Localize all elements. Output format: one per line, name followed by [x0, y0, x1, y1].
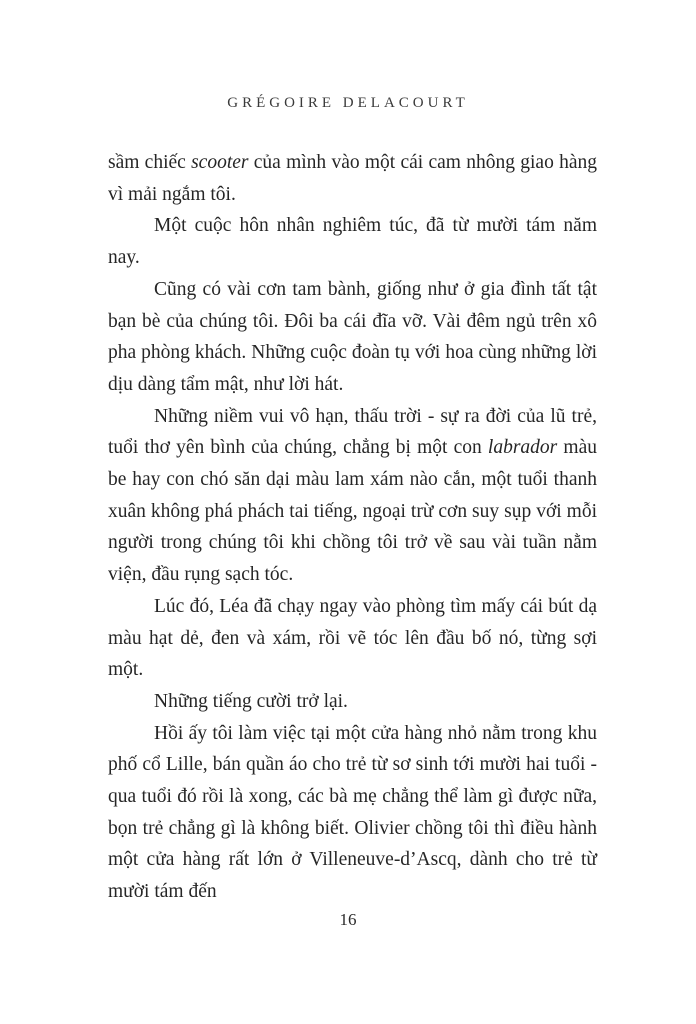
paragraph-2: Một cuộc hôn nhân nghiêm túc, đã từ mười tám năm nay. [108, 215, 597, 269]
paragraph-1-italic: scooter [191, 152, 249, 173]
paragraph-4-end: màu be hay con chó săn dại màu lam xám nào cắn, một tuổi thanh xuân không phá phách tai tiếng, ngoại trừ cơn suy sụp với mỗi người trong chúng tôi khi chồng tôi trở về sau vài tuần nằm viện, đầu rụng sạch tóc. [108, 437, 598, 586]
paragraph-5: Lúc đó, Léa đã chạy ngay vào phòng tìm mấy cái bút dạ màu hạt dẻ, đen và xám, rồi vẽ tóc lên đầu bố nó, từng sợi một. [108, 595, 597, 681]
running-head-author: GRÉGOIRE DELACOURT [227, 95, 469, 111]
paragraph-4-italic: labrador [487, 437, 558, 459]
paragraph-6: Những tiếng cười trở lại. [154, 690, 348, 712]
paragraph-3: Cũng có vài cơn tam bành, giống như ở gia đình tất tật bạn bè của chúng tôi. Đôi ba cái đĩa vỡ. Vài đêm ngủ trên xô pha phòng khách. Những cuộc đoàn tụ với hoa cùng những lời dịu dàng tẩm mật, như lời hát. [108, 278, 597, 395]
paragraph-7: Hồi ấy tôi làm việc tại một cửa hàng nhỏ nằm trong khu phố cổ Lille, bán quần áo cho trẻ từ sơ sinh tới mười hai tuổi - qua tuổi đó rồi là xong, các bà mẹ chẳng thể làm gì được nữa, bọn trẻ chẳng gì là không biết. Olivier chồng tôi thì điều hành một cửa hàng rất lớn ở Villeneuve-d’Ascq, dành cho trẻ từ mười tám đến [108, 722, 597, 903]
page-number: 16 [339, 910, 357, 929]
paragraph-1-start: sầm chiếc [108, 152, 192, 173]
body-text [108, 147, 597, 908]
paragraph-1 [108, 147, 597, 210]
paragraph-1-end: của mình vào một cái cam nhông giao hàng vì mải ngắm tôi. [108, 152, 597, 205]
paragraph-4 [108, 401, 597, 591]
paragraph-4-start: Những niềm vui vô hạn, thấu trời - sự ra đời của lũ trẻ, tuổi thơ yên bình của chúng, chẳng bị một con [108, 405, 597, 459]
